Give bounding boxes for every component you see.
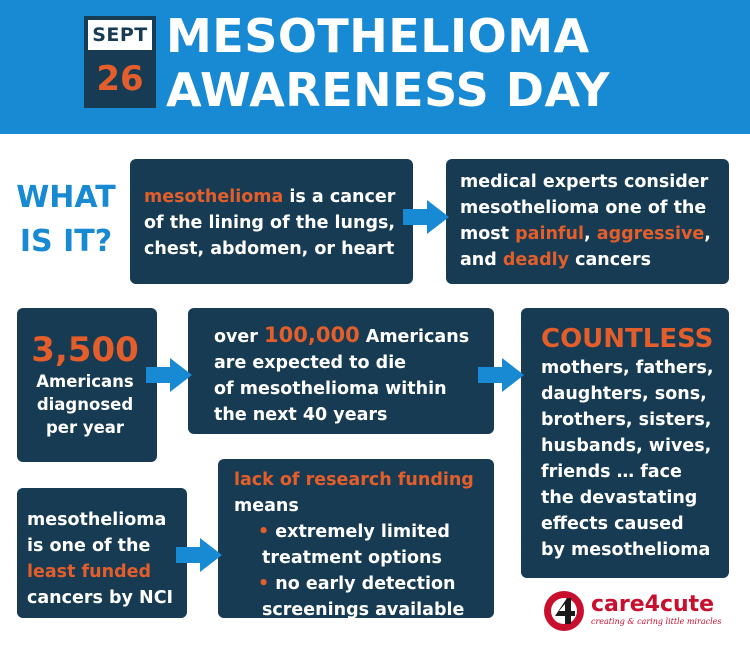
diagnosed-box	[17, 308, 157, 462]
experts-box	[446, 159, 729, 284]
deaths-line-1-pre: over	[214, 327, 265, 347]
countless-line: effects caused	[541, 514, 684, 534]
bullet-2-line-2: screenings available	[262, 600, 465, 620]
funding-highlight: lack of research funding	[234, 470, 474, 490]
bullet-2-line-1: no early detection	[275, 574, 456, 594]
logo-name: care4cute	[591, 592, 715, 617]
countless-line: daughters, sons,	[541, 384, 707, 404]
funding-line-2: means	[234, 496, 299, 516]
bullet-item-1	[234, 519, 486, 545]
experts-line-4	[460, 247, 719, 273]
page-title-line-1: MESOTHELIOMA	[166, 9, 590, 63]
experts-comma: ,	[704, 224, 711, 244]
definition-highlight: mesothelioma	[144, 187, 284, 207]
date-badge	[84, 16, 156, 108]
bullet-icon: •	[258, 574, 270, 594]
what-is-it-line-2: IS IT?	[19, 224, 113, 259]
diagnosed-line-2: diagnosed	[36, 395, 134, 414]
deaths-line-1-post: Americans	[359, 327, 470, 347]
bullet-1-line-1: extremely limited	[275, 522, 450, 542]
experts-line-4-pre: and	[460, 250, 503, 270]
what-is-it-line-1: WHAT	[16, 180, 116, 215]
deaths-number: 100,000	[264, 323, 360, 347]
countless-line: brothers, sisters,	[541, 410, 712, 430]
date-month: SEPT	[88, 20, 152, 50]
countless-line: the devastating	[541, 488, 698, 508]
funding-rank-line-4: cancers by NCI	[27, 588, 174, 608]
funding-rank-line-1: mesothelioma	[27, 510, 167, 530]
page-title-line-2: AWARENESS DAY	[166, 63, 610, 117]
diagnosed-line-3: per year	[45, 418, 125, 437]
care4cute-logo-icon	[543, 590, 585, 632]
word-deadly: deadly	[502, 250, 570, 270]
arrow-right-icon	[176, 538, 222, 572]
definition-line-1	[144, 184, 403, 210]
definition-line-2: of the lining of the lungs,	[144, 213, 396, 233]
deaths-line-3: of mesothelioma within	[214, 379, 447, 399]
countless-line: husbands, wives,	[541, 436, 712, 456]
deaths-line-2: are expected to die	[214, 353, 407, 373]
countless-line: mothers, fathers,	[541, 358, 714, 378]
arrow-right-icon	[146, 358, 192, 392]
funding-rank-highlight: least funded	[27, 562, 152, 582]
diagnosed-line-1: Americans	[36, 372, 134, 391]
what-is-it-heading	[6, 176, 126, 264]
experts-sep: ,	[584, 224, 597, 244]
brand-logo[interactable]	[541, 588, 741, 634]
funding-consequences-box	[218, 459, 494, 618]
arrow-right-icon	[403, 200, 449, 234]
bullet-item-2	[234, 571, 486, 597]
countless-headline: COUNTLESS	[541, 324, 714, 354]
diagnosed-number: 3,500	[31, 330, 139, 370]
logo-tagline: creating & caring little miracles	[591, 617, 722, 626]
definition-line-3: chest, abdomen, or heart	[144, 239, 395, 259]
experts-line-2: mesothelioma one of the	[460, 198, 707, 218]
experts-line-4-post: cancers	[569, 250, 652, 270]
definition-line-1-rest: is a cancer	[283, 187, 396, 207]
date-day: 26	[96, 59, 144, 99]
arrow-right-icon	[478, 358, 524, 392]
deaths-box	[188, 308, 494, 434]
bullet-icon: •	[258, 522, 270, 542]
deaths-line-1	[214, 322, 484, 350]
word-aggressive: aggressive	[596, 224, 705, 244]
experts-line-3-pre: most	[460, 224, 516, 244]
definition-box	[130, 159, 413, 284]
word-painful: painful	[515, 224, 585, 244]
experts-line-1: medical experts consider	[460, 172, 709, 192]
experts-line-3	[460, 221, 719, 247]
bullet-1-line-2: treatment options	[262, 548, 442, 568]
funding-rank-line-2: is one of the	[27, 536, 151, 556]
funding-rank-box	[17, 488, 187, 618]
countless-line: friends … face	[541, 462, 682, 482]
countless-box	[521, 308, 729, 578]
deaths-line-4: the next 40 years	[214, 405, 388, 425]
countless-line: by mesothelioma	[541, 540, 711, 560]
